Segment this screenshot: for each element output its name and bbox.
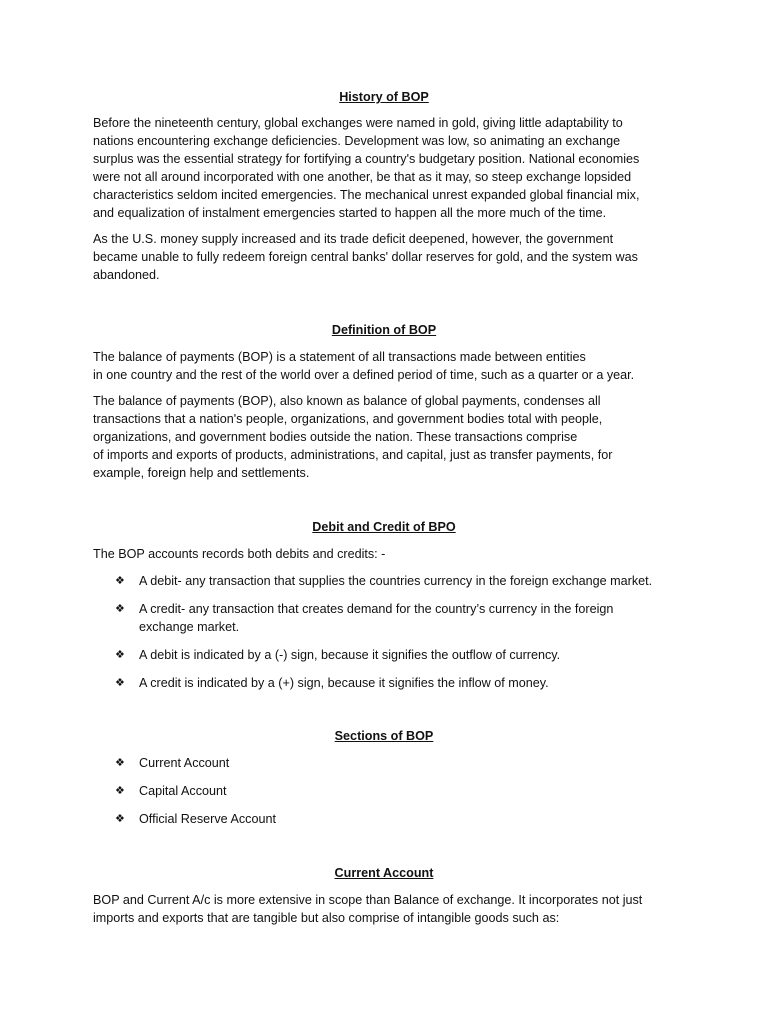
sections-list <box>93 754 683 838</box>
debit-credit-list <box>93 572 713 702</box>
current-account-body <box>93 891 683 935</box>
text-line: exchange market. <box>139 620 240 634</box>
definition-body <box>93 348 683 490</box>
text-line: BOP and Current A/c is more extensive in scope than Balance of exchange. It incorporates not just <box>93 893 643 907</box>
text-line: imports and exports that are tangible but also comprise of intangible goods such as: <box>93 911 560 925</box>
text-line: Current Account <box>139 756 230 770</box>
diamond-bullet-icon: ❖ <box>115 649 125 661</box>
current-account-paragraph-1 <box>93 891 683 927</box>
diamond-bullet-icon: ❖ <box>115 813 125 825</box>
text-line: The balance of payments (BOP), also known as balance of global payments, condenses all <box>93 394 601 408</box>
list-item <box>93 600 713 636</box>
list-item <box>93 674 713 692</box>
heading-history-of-bop: History of BOP <box>339 90 429 104</box>
text-line: of imports and exports of products, administrations, and capital, just as transfer payments, for <box>93 448 613 462</box>
list-item <box>93 646 713 664</box>
diamond-bullet-icon: ❖ <box>115 757 125 769</box>
list-item <box>93 810 683 828</box>
text-line: example, foreign help and settlements. <box>93 466 310 480</box>
list-item <box>93 754 683 772</box>
diamond-bullet-icon: ❖ <box>115 785 125 797</box>
diamond-bullet-icon: ❖ <box>115 575 125 587</box>
text-line: abandoned. <box>93 268 160 282</box>
heading-definition-of-bop: Definition of BOP <box>331 323 437 337</box>
text-line: in one country and the rest of the world over a defined period of time, such as a quarter or a year. <box>93 368 635 382</box>
text-line: were not all around incorporated with one another, be that as it may, so steep exchange lopsided <box>93 170 632 184</box>
text-line: The BOP accounts records both debits and credits: - <box>93 547 386 561</box>
text-line: A debit- any transaction that supplies the countries currency in the foreign exchange market. <box>139 574 653 588</box>
history-body <box>93 114 683 292</box>
text-line: Official Reserve Account <box>139 812 276 826</box>
definition-paragraph-2 <box>93 392 683 482</box>
diamond-bullet-icon: ❖ <box>115 677 125 689</box>
text-line: As the U.S. money supply increased and its trade deficit deepened, however, the government <box>93 232 614 246</box>
text-line: Before the nineteenth century, global exchanges were named in gold, giving little adaptability to <box>93 116 623 130</box>
text-line: organizations, and government bodies outside the nation. These transactions comprise <box>93 430 578 444</box>
text-line: characteristics seldom incited emergencies. The mechanical unrest expanded global financial mix, <box>93 188 640 202</box>
heading-current-account: Current Account <box>334 866 434 880</box>
text-line: Capital Account <box>139 784 227 798</box>
history-paragraph-2 <box>93 230 683 284</box>
heading-sections-of-bop: Sections of BOP <box>334 729 434 743</box>
text-line: A debit is indicated by a (-) sign, because it signifies the outflow of currency. <box>139 648 561 662</box>
text-line: A credit- any transaction that creates demand for the country’s currency in the foreign <box>139 602 614 616</box>
text-line: The balance of payments (BOP) is a statement of all transactions made between entities <box>93 350 586 364</box>
list-item <box>93 572 713 590</box>
history-paragraph-1 <box>93 114 683 222</box>
text-line: transactions that a nation's people, organizations, and government bodies total with people, <box>93 412 603 426</box>
diamond-bullet-icon: ❖ <box>115 603 125 615</box>
text-line: nations encountering exchange deficiencies. Development was low, so animating an exchange <box>93 134 621 148</box>
text-line: A credit is indicated by a (+) sign, because it signifies the inflow of money. <box>139 676 549 690</box>
heading-debit-and-credit: Debit and Credit of BPO <box>312 520 456 534</box>
text-line: became unable to fully redeem foreign central banks' dollar reserves for gold, and the system was <box>93 250 638 264</box>
text-line: surplus was the essential strategy for fortifying a country's budgetary position. National economies <box>93 152 640 166</box>
definition-paragraph-1 <box>93 348 683 384</box>
text-line: and equalization of instalment emergencies started to happen all the more much of the time. <box>93 206 607 220</box>
debit-credit-intro <box>93 545 683 571</box>
list-item <box>93 782 683 800</box>
